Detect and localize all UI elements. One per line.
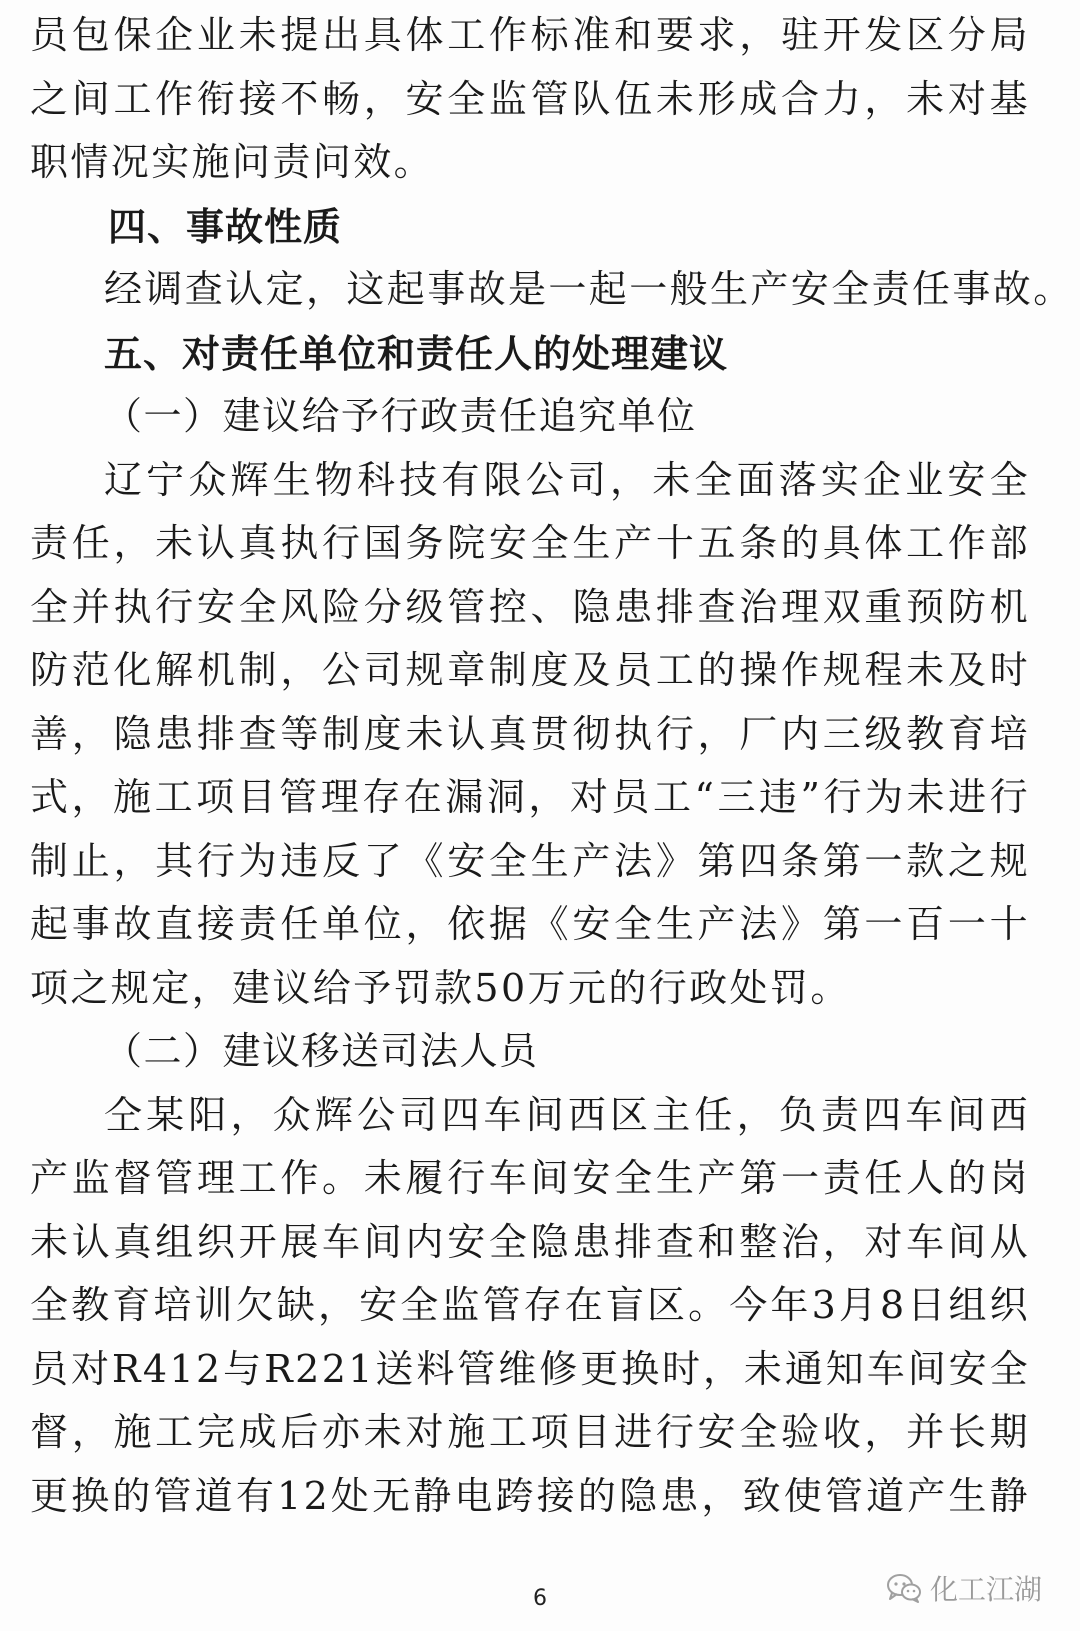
- body-line: 全教育培训欠缺，安全监管存在盲区。今年3月8日组织: [30, 1283, 1030, 1327]
- body-line: 项之规定，建议给予罚款50万元的行政处罚。: [30, 965, 851, 1010]
- section-heading-5: 五、对责任单位和责任人的处理建议: [104, 330, 729, 376]
- body-line: 员包保企业未提出具体工作标准和要求，驻开发区分局: [30, 13, 1030, 57]
- body-line: 善，隐患排查等制度未认真贯彻执行，厂内三级教育培: [30, 711, 1030, 756]
- section-heading-4: 四、事故性质: [108, 203, 343, 249]
- subsection-heading-1: （一）建议给予行政责任追究单位: [104, 394, 697, 438]
- body-line: 产监督管理工作。未履行车间安全生产第一责任人的岗: [30, 1156, 1030, 1200]
- body-line: 之间工作衔接不畅，安全监管队伍未形成合力，未对基: [30, 76, 1030, 121]
- body-line: 责任，未认真执行国务院安全生产十五条的具体工作部: [30, 521, 1030, 565]
- watermark-text: 化工江湖: [929, 1573, 1042, 1606]
- body-line: 辽宁众辉生物科技有限公司，未全面落实企业安全: [104, 457, 1030, 502]
- body-line: 防范化解机制，公司规章制度及员工的操作规程未及时: [30, 648, 1030, 692]
- body-line: 仝某阳，众辉公司四车间西区主任，负责四车间西: [104, 1092, 1030, 1137]
- body-line: 员对R412与R221送料管维修更换时，未通知车间安全: [30, 1346, 1030, 1391]
- page-number: 6: [533, 1586, 547, 1611]
- body-line: 职情况实施问责问效。: [30, 140, 435, 184]
- subsection-heading-2: （二）建议移送司法人员: [104, 1029, 539, 1073]
- body-line: 起事故直接责任单位，依据《安全生产法》第一百一十: [30, 902, 1030, 946]
- body-line: 经调查认定，这起事故是一起一般生产安全责任事故。: [104, 267, 1074, 311]
- body-line: 制止，其行为违反了《安全生产法》第四条第一款之规: [30, 838, 1030, 883]
- body-line: 式，施工项目管理存在漏洞，对员工“三违”行为未进行: [30, 775, 1030, 819]
- document-body: [30, 4, 1074, 1528]
- wechat-icon: [886, 1573, 922, 1603]
- body-line: 更换的管道有12处无静电跨接的隐患，致使管道产生静: [30, 1473, 1030, 1518]
- body-line: 未认真组织开展车间内安全隐患排查和整治，对车间从: [30, 1219, 1030, 1264]
- watermark: [886, 1568, 1042, 1608]
- body-line: 督，施工完成后亦未对施工项目进行安全验收，并长期: [30, 1410, 1030, 1454]
- body-line: 全并执行安全风险分级管控、隐患排查治理双重预防机: [30, 584, 1030, 629]
